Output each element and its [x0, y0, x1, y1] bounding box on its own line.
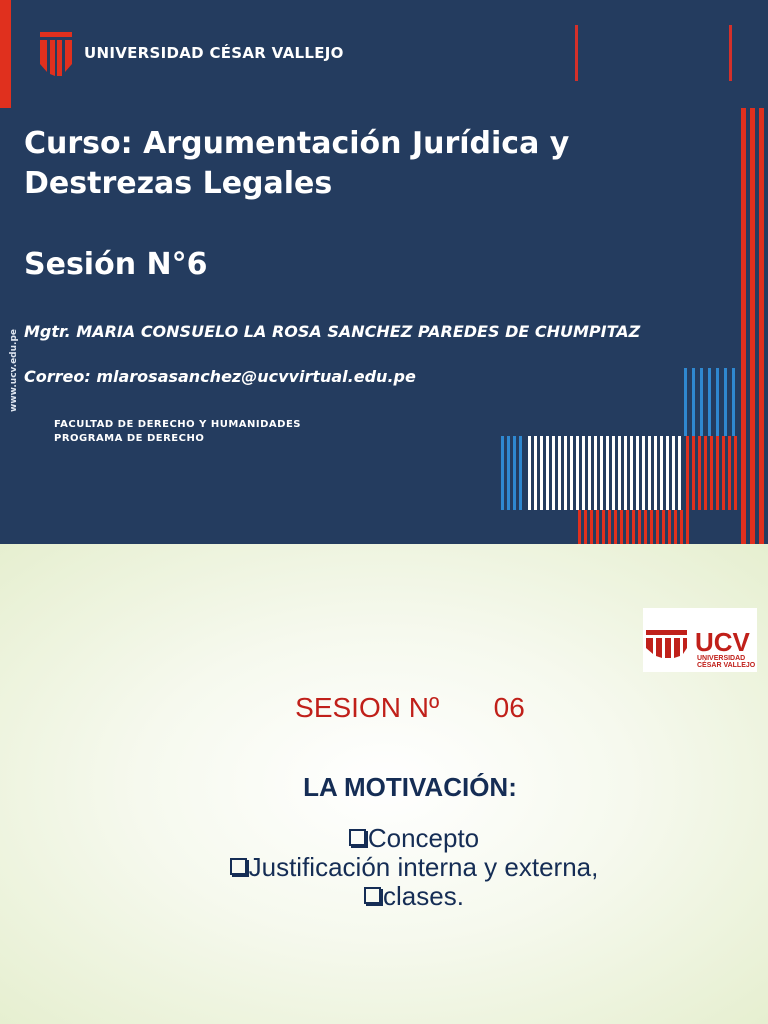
stripe [716, 368, 719, 436]
stripe [600, 436, 603, 510]
stripe [642, 436, 645, 510]
stripe [558, 436, 561, 510]
stripe [686, 510, 689, 544]
stripe [624, 436, 627, 510]
stripe [680, 510, 683, 544]
stripe [564, 436, 567, 510]
stripe [654, 436, 657, 510]
stripe [513, 436, 516, 510]
stripe [546, 436, 549, 510]
stripe [590, 510, 593, 544]
stripe [734, 436, 737, 510]
stripe [710, 436, 713, 510]
university-name: UNIVERSIDAD CÉSAR VALLEJO [84, 44, 344, 62]
stripe [666, 436, 669, 510]
list-item: clases. [0, 882, 768, 911]
stripe [528, 436, 531, 510]
stripe [728, 436, 731, 510]
side-url: www.ucv.edu.pe [9, 329, 19, 412]
ucv-line2: CÉSAR VALLEJO [697, 662, 756, 669]
stripe [578, 510, 581, 544]
stripe [552, 436, 555, 510]
stripe [750, 108, 755, 544]
stripe [759, 108, 764, 544]
stripe [660, 436, 663, 510]
stripe [576, 436, 579, 510]
ucv-logo-mark [643, 608, 757, 672]
program-name: PROGRAMA DE DERECHO [54, 433, 205, 444]
stripe [698, 436, 701, 510]
stripe [684, 368, 687, 436]
stripe [692, 368, 695, 436]
course-title: Curso: Argumentación Jurídica y Destrezas Legales [24, 126, 570, 201]
checkbox-bullet-icon [349, 829, 366, 846]
stripe [534, 436, 537, 510]
ucv-line1: UNIVERSIDAD [697, 655, 746, 662]
stripe [704, 436, 707, 510]
stripe [708, 368, 711, 436]
stripe [656, 510, 659, 544]
stripe [614, 510, 617, 544]
stripe [519, 436, 522, 510]
session-number: 06 [493, 692, 525, 723]
session-heading [0, 692, 768, 724]
stripe [570, 436, 573, 510]
stripe [632, 510, 635, 544]
stripe [606, 436, 609, 510]
stripe [501, 436, 504, 510]
stripe [594, 436, 597, 510]
stripe [636, 436, 639, 510]
stripe [608, 510, 611, 544]
checkbox-bullet-icon [364, 887, 381, 904]
teacher-name: Mgtr. MARIA CONSUELO LA ROSA SANCHEZ PAREDES DE CHUMPITAZ [24, 322, 641, 341]
list-item: Justificación interna y externa, [0, 853, 768, 882]
stripe [686, 436, 689, 510]
stripe [630, 436, 633, 510]
faculty-name: FACULTAD DE DERECHO Y HUMANIDADES [54, 419, 301, 430]
stripe [724, 368, 727, 436]
topic-list [0, 824, 768, 911]
ucv-brand-text: UCV [695, 627, 750, 657]
stripe [722, 436, 725, 510]
content-slide [0, 544, 768, 1024]
stripe [596, 510, 599, 544]
session-label: SESION Nº [295, 692, 440, 723]
stripe [638, 510, 641, 544]
stripe [716, 436, 719, 510]
checkbox-bullet-icon [230, 858, 247, 875]
stripe [584, 510, 587, 544]
stripe [741, 108, 746, 544]
stripe [644, 510, 647, 544]
stripe [732, 368, 735, 436]
stripe [540, 436, 543, 510]
stripe [602, 510, 605, 544]
stripe [668, 510, 671, 544]
stripe [588, 436, 591, 510]
stripe [582, 436, 585, 510]
stripe [700, 368, 703, 436]
stripe [674, 510, 677, 544]
stripe [626, 510, 629, 544]
stripe [618, 436, 621, 510]
stripe [620, 510, 623, 544]
stripe [692, 436, 695, 510]
ucv-logo [643, 608, 757, 672]
topic-heading: LA MOTIVACIÓN: [303, 772, 517, 802]
stripe [507, 436, 510, 510]
stripe [612, 436, 615, 510]
session-title: Sesión N°6 [24, 247, 208, 282]
stripe [650, 510, 653, 544]
stripe [678, 436, 681, 510]
teacher-email: Correo: mlarosasanchez@ucvvirtual.edu.pe [24, 367, 416, 386]
list-item: Concepto [0, 824, 768, 853]
stripe [648, 436, 651, 510]
stripe [672, 436, 675, 510]
stripe [662, 510, 665, 544]
